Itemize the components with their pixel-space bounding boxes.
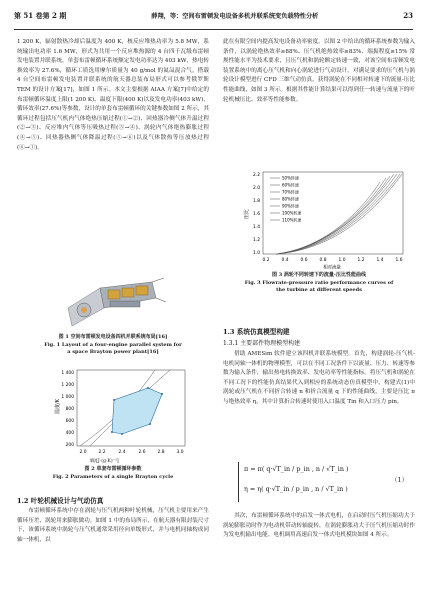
paragraph: 1 200 K，辐射散热冷却后温度为 400 K，核反应堆热功率为 5.8 MW，系统输出电功率 1.6 MW，形式为共用一个反应堆热源的 4 台四千瓦级布雷顿发电装置并联系统，单套布雷顿循环系统额定发电功率达为 403 kW，热电转换效率为 27.6%，循环工质选用摩尔质量为 40 g/mol 的氦氙混合气。搭载 4 台空间布雷顿发电装置并联系统的航天器总装布局形式可以参考俄罗斯 TEM 的设计方案[17]，如图 1 所示。本文主要根据 AIAA 方案[7]中给定的布雷顿循环温度上限(1 200 K)、温度下限(400 K)以及发电功率(403 kW)、循环效率(27.6%)等参数，设计的单套布雷顿循环的关键参数如图 2 所示，其循环过程包括压气机内气体绝热压缩过程(①→②)、回热器冷侧气体升温过程(②→③)、反应堆内气体等压吸热过程(③→④)、涡轮内气体绝热膨胀过程(④→⑤)、回热器热侧气体降温过程(⑤→⑥)以及气体散热等压放热过程(⑥→①)。 xyxy=(17,39,209,151)
caption-cn: 图 1 空间布雷顿发电设备四机并联系统布局[16] xyxy=(58,334,168,340)
y-tick-label: 400 xyxy=(65,431,74,436)
figure-1-caption xyxy=(17,334,209,357)
legend-item: 50%转速 xyxy=(282,175,299,181)
caption-en: Fig. 2 Parameters of a single Brayton cycle xyxy=(52,473,174,480)
y-tick-label: 800 xyxy=(65,407,74,412)
x-tick-label: 2.6 xyxy=(138,450,146,455)
y-tick-label: 1.2 xyxy=(253,238,260,243)
paragraph: 布雷顿循环系统中存在涡轮与压气机两种叶轮机械，压气机主要用来产生循环压差，涡轮用来膨胀做功。如图 1 中的布局所示，在航天器有限封装尺寸下，该循环系统中涡轮与压气机通常采用径向单级形式，并与电机同轴构成同轴一体机，以 xyxy=(17,508,209,543)
x-tick-label: 0.4 xyxy=(281,258,289,263)
y-tick-label: 2.0 xyxy=(253,186,260,191)
caption-en: Fig. 1 Layout of a four-engine parallel system for xyxy=(44,341,182,348)
right-bottom-text xyxy=(223,512,415,598)
figure-3-performance-curves xyxy=(240,168,410,270)
x-tick-label: 1.0 xyxy=(338,258,346,263)
y-axis-label: 压比 xyxy=(244,208,250,219)
equation-1 xyxy=(238,462,408,506)
x-tick-label: 2.8 xyxy=(157,450,165,455)
caption-cn: 图 2 单套布雷顿循环参数 xyxy=(84,466,142,472)
x-tick-label: 0.6 xyxy=(300,258,308,263)
page-number: 23 xyxy=(403,11,413,20)
section-heading: 1.2 叶轮机械设计与气动仿真 xyxy=(17,497,104,505)
legend-item: 70%转速 xyxy=(282,189,299,195)
y-tick-label: 1 200 xyxy=(61,383,74,388)
y-tick-label: 1.0 xyxy=(253,251,260,256)
running-header xyxy=(14,11,413,30)
x-axis-label: 相对流量 xyxy=(323,265,341,270)
x-tick-label: 2.0 xyxy=(79,450,87,455)
y-tick-label: 1 000 xyxy=(61,395,74,400)
figure-1-illustration xyxy=(60,268,170,330)
subsection-heading: 1.3.1 主要部件物理模型构建 xyxy=(223,340,301,347)
y-tick-label: 2.2 xyxy=(253,173,260,178)
legend-item: 100%转速 xyxy=(282,210,302,216)
figure-2-caption xyxy=(17,466,209,481)
section-1-3-text xyxy=(223,350,415,456)
cycle-region xyxy=(112,388,162,434)
caption-en: the turbine at different speeds xyxy=(276,287,362,293)
left-column-text xyxy=(17,38,209,216)
paragraph: 借助 AMESim 软件建立该四机并联系统模型。首先，构建涡轮-压气机-电机同轴一体机的物理模型，可以在不同工况条件下以流量、压力、转速等参数为输入条件，输出热电转换效率、发电功率等性能指标。将压气机和涡轮在不同工况下的性能仿真结果代入到相应的系统动态仿真模型中，构建式(1)中涡轮或压气机在不同折合转速 n 和折合流量 q 下的性能曲线，主要是压比 π 与绝热效率 η，其中计算折合转速时使用入口温度 Tin 和入口压力 pin。 xyxy=(223,351,415,405)
x-tick-label: 2.2 xyxy=(98,450,106,455)
x-tick-label: 0.8 xyxy=(319,258,327,263)
paragraph: 其次，布雷顿循环系统中的启发一体式电机，在启动时压气机压缩功大于涡轮膨胀功时作为电动机带动转轴旋转，在涡轮膨胀功大于压气机压缩功时作为发电机输出电能。电机调用高速启发一体式电机模块如图 4 所示。 xyxy=(223,513,415,539)
paragraph: 此在有限空间内提高发电设备功率密度。以图 2 中给出的循环系统参数为输入条件，以涡轮绝热效率≥88%、压气机绝热效率≥83%、端振程度≥15% 常规性能水平为技术要求，且压气机和涡轮额定转速一致，对该空间布雷顿发电装置系统中的离心压气机和向心涡轮进行气动设计。对满足要求的压气机与涡轮设计模型进行 CFD 三维气动仿真，获得涡轮在不同相对转速下的流量-压比性能曲线，如图 3 所示。根据其性能计算结果可以得到任一转速与流量下的叶轮机械压比、效率等性能参数。 xyxy=(223,39,415,103)
legend-item: 110%转速 xyxy=(282,217,302,223)
x-tick-label: 2.4 xyxy=(118,450,126,455)
x-axis-label: 熵/[J·(g·K)⁻¹] xyxy=(90,459,119,464)
issue-label: 第 51 卷第 2 期 xyxy=(14,11,67,20)
y-tick-label: 1.4 xyxy=(253,225,260,230)
y-tick-label: 1 400 xyxy=(61,371,74,376)
caption-en: Fig. 3 Flowrate-pressure ratio performance curves of xyxy=(244,279,394,286)
x-tick-label: 3.0 xyxy=(176,450,184,455)
x-tick-label: 0.2 xyxy=(262,258,270,263)
equation-number: （1） xyxy=(391,476,408,484)
caption-cn: 图 3 涡轮不同转速下的流量-压比性能曲线 xyxy=(271,272,367,278)
y-tick-label: 1.6 xyxy=(253,212,260,217)
legend-item: 60%转速 xyxy=(282,182,299,188)
spacecraft-layout-drawing xyxy=(60,268,170,330)
figure-3-caption xyxy=(223,272,415,295)
x-tick-label: 1.6 xyxy=(395,258,403,263)
legend-item: 90%转速 xyxy=(282,203,299,209)
section-1-2-text xyxy=(17,507,209,597)
x-tick-label: 1.2 xyxy=(357,258,365,263)
running-title: 薛翔，等：空间布雷顿发电设备多机并联系统变负载特性分析 xyxy=(151,13,319,20)
right-column-text xyxy=(223,38,415,162)
x-tick-label: 1.4 xyxy=(376,258,384,263)
equation-line-eta: η = η( q·√T_in / p_in , n / √T_in ) xyxy=(244,485,348,493)
y-tick-label: 200 xyxy=(65,443,74,448)
figure-2-ts-diagram xyxy=(50,366,190,458)
legend-item: 80%转速 xyxy=(282,196,299,202)
y-tick-label: 600 xyxy=(65,419,74,424)
y-axis-label: 温度/K xyxy=(55,399,61,414)
brayton-ts-plot xyxy=(50,366,190,458)
y-tick-label: 1.8 xyxy=(253,199,260,204)
caption-en: a space Brayton power plant[16] xyxy=(67,349,159,355)
section-heading: 1.3 系统仿真模型构建 xyxy=(223,328,290,336)
equation-line-pi: π = π( q·√T_in / p_in , n / √T_in ) xyxy=(244,465,349,473)
flow-pressure-plot xyxy=(240,168,410,270)
